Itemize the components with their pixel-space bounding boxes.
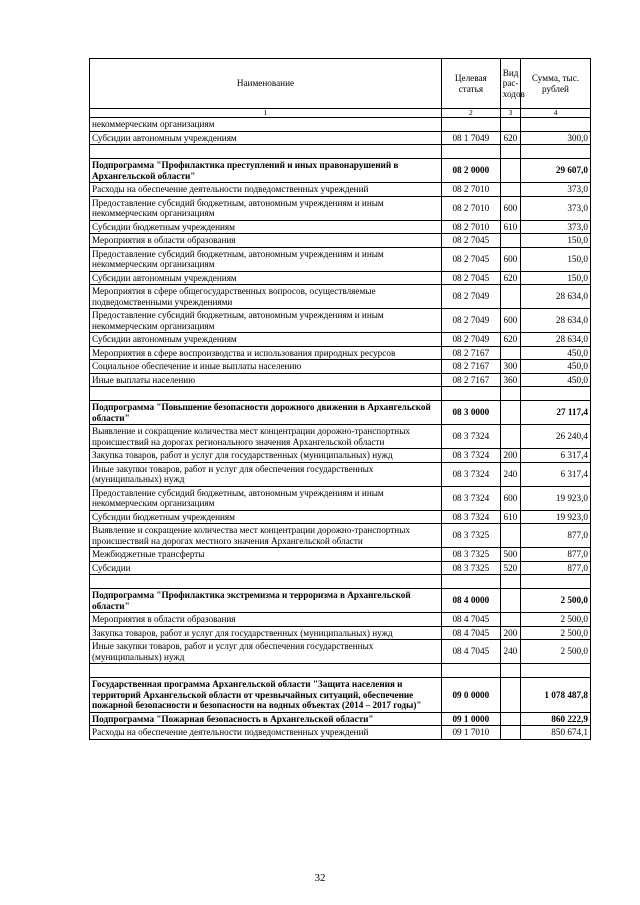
- colnum-4: 4: [521, 109, 591, 118]
- type-cell: 600: [500, 196, 520, 220]
- table-row: [90, 346, 591, 360]
- sum-cell: 150,0: [521, 234, 591, 248]
- code-cell: 08 3 7324: [441, 425, 500, 449]
- type-cell: [500, 401, 520, 425]
- name-cell: некоммерческим организациям: [90, 118, 442, 132]
- sum-cell: [521, 118, 591, 132]
- sum-cell: 28 634,0: [521, 285, 591, 309]
- name-cell: Закупка товаров, работ и услуг для государственных (муниципальных) нужд: [90, 449, 442, 463]
- table-row: [90, 247, 591, 271]
- code-cell: 08 2 0000: [441, 159, 500, 183]
- code-cell: 08 3 7324: [441, 462, 500, 486]
- spacer-cell: [441, 387, 500, 401]
- sum-cell: 850 674,1: [521, 726, 591, 740]
- sum-cell: 26 240,4: [521, 425, 591, 449]
- code-cell: 08 2 7167: [441, 373, 500, 387]
- table-row: [90, 561, 591, 575]
- spacer-cell: [521, 387, 591, 401]
- name-cell: Субсидии: [90, 561, 442, 575]
- type-cell: 600: [500, 309, 520, 333]
- sum-cell: 450,0: [521, 373, 591, 387]
- sum-cell: 150,0: [521, 271, 591, 285]
- spacer-cell: [500, 145, 520, 159]
- code-cell: 09 1 0000: [441, 712, 500, 726]
- program-row: [90, 401, 591, 425]
- table-row: [90, 726, 591, 740]
- table-row: [90, 486, 591, 510]
- code-cell: 08 2 7010: [441, 196, 500, 220]
- budget-table: [89, 58, 591, 740]
- sum-cell: 29 607,0: [521, 159, 591, 183]
- sum-cell: 28 634,0: [521, 333, 591, 347]
- type-cell: [500, 425, 520, 449]
- code-cell: 08 2 7049: [441, 333, 500, 347]
- code-cell: 08 2 7010: [441, 183, 500, 197]
- code-cell: 09 0 0000: [441, 678, 500, 713]
- table-row: [90, 373, 591, 387]
- page-number: 32: [314, 872, 326, 884]
- spacer-cell: [500, 575, 520, 589]
- table-row: [90, 626, 591, 640]
- type-cell: [500, 589, 520, 613]
- table-row: [90, 131, 591, 145]
- sum-cell: 450,0: [521, 360, 591, 374]
- type-cell: 520: [500, 561, 520, 575]
- table-row: [90, 425, 591, 449]
- type-cell: 500: [500, 548, 520, 562]
- colnum-1: 1: [90, 109, 442, 118]
- type-cell: [500, 712, 520, 726]
- table-row: [90, 234, 591, 248]
- name-cell: Межбюджетные трансферты: [90, 548, 442, 562]
- code-cell: 08 1 7049: [441, 131, 500, 145]
- header-name: Наименование: [90, 59, 442, 109]
- table-row: [90, 220, 591, 234]
- sum-cell: 150,0: [521, 247, 591, 271]
- code-cell: 08 3 7325: [441, 524, 500, 548]
- code-cell: 08 2 7167: [441, 346, 500, 360]
- spacer-cell: [90, 145, 442, 159]
- spacer-cell: [90, 664, 442, 678]
- sum-cell: 2 500,0: [521, 613, 591, 627]
- code-cell: 08 4 0000: [441, 589, 500, 613]
- sum-cell: 373,0: [521, 196, 591, 220]
- code-cell: 08 3 0000: [441, 401, 500, 425]
- name-cell: Предоставление субсидий бюджетным, автономным учреждениям и иным некоммерческим организациям: [90, 486, 442, 510]
- colnum-2: 2: [441, 109, 500, 118]
- program-row: [90, 589, 591, 613]
- table-row: [90, 449, 591, 463]
- name-cell: Мероприятия в сфере общегосударственных вопросов, осуществляемые подведомственными учреждениями: [90, 285, 442, 309]
- table-row: [90, 462, 591, 486]
- sum-cell: 19 923,0: [521, 510, 591, 524]
- name-cell: Закупка товаров, работ и услуг для государственных (муниципальных) нужд: [90, 626, 442, 640]
- code-cell: 08 3 7324: [441, 486, 500, 510]
- sum-cell: 373,0: [521, 220, 591, 234]
- name-cell: Субсидии бюджетным учреждениям: [90, 510, 442, 524]
- name-cell: Выявление и сокращение количества мест концентрации дорожно-транспортных происшествий на дорогах местного значения Архангельской области: [90, 524, 442, 548]
- table-row: [90, 196, 591, 220]
- code-cell: [441, 118, 500, 132]
- code-cell: 08 2 7049: [441, 309, 500, 333]
- sum-cell: 6 317,4: [521, 462, 591, 486]
- program-row: [90, 159, 591, 183]
- program-row: [90, 678, 591, 713]
- type-cell: [500, 613, 520, 627]
- name-cell: Предоставление субсидий бюджетным, автономным учреждениям и иным некоммерческим организациям: [90, 309, 442, 333]
- code-cell: 09 1 7010: [441, 726, 500, 740]
- code-cell: 08 2 7045: [441, 234, 500, 248]
- name-cell: Предоставление субсидий бюджетным, автономным учреждениям и иным некоммерческим организациям: [90, 247, 442, 271]
- name-cell: Подпрограмма "Профилактика преступлений и иных правонарушений в Архангельской области": [90, 159, 442, 183]
- table-row: [90, 360, 591, 374]
- name-cell: Мероприятия в сфере воспроизводства и использования природных ресурсов: [90, 346, 442, 360]
- header-code: Целевая статья: [441, 59, 500, 109]
- sum-cell: 2 500,0: [521, 640, 591, 664]
- program-row: [90, 712, 591, 726]
- code-cell: 08 3 7324: [441, 449, 500, 463]
- type-cell: 600: [500, 247, 520, 271]
- table-body: [90, 118, 591, 740]
- name-cell: Субсидии автономным учреждениям: [90, 271, 442, 285]
- type-cell: 240: [500, 462, 520, 486]
- type-cell: 200: [500, 449, 520, 463]
- type-cell: 240: [500, 640, 520, 664]
- spacer-row: [90, 145, 591, 159]
- spacer-cell: [441, 664, 500, 678]
- code-cell: 08 4 7045: [441, 613, 500, 627]
- sum-cell: 877,0: [521, 524, 591, 548]
- name-cell: Мероприятия в области образования: [90, 234, 442, 248]
- table-row: [90, 548, 591, 562]
- type-cell: 610: [500, 220, 520, 234]
- table-row: [90, 510, 591, 524]
- type-cell: 620: [500, 271, 520, 285]
- colnum-3: 3: [500, 109, 520, 118]
- type-cell: [500, 183, 520, 197]
- sum-cell: 6 317,4: [521, 449, 591, 463]
- name-cell: Предоставление субсидий бюджетным, автономным учреждениям и иным некоммерческим организациям: [90, 196, 442, 220]
- type-cell: [500, 678, 520, 713]
- type-cell: [500, 524, 520, 548]
- type-cell: 610: [500, 510, 520, 524]
- type-cell: 360: [500, 373, 520, 387]
- sum-cell: 27 117,4: [521, 401, 591, 425]
- code-cell: 08 2 7049: [441, 285, 500, 309]
- type-cell: [500, 234, 520, 248]
- name-cell: Расходы на обеспечение деятельности подведомственных учреждений: [90, 726, 442, 740]
- sum-cell: 2 500,0: [521, 589, 591, 613]
- type-cell: 200: [500, 626, 520, 640]
- spacer-cell: [90, 387, 442, 401]
- type-cell: [500, 346, 520, 360]
- table-row: [90, 333, 591, 347]
- spacer-cell: [90, 575, 442, 589]
- sum-cell: 877,0: [521, 561, 591, 575]
- spacer-cell: [521, 664, 591, 678]
- code-cell: 08 2 7045: [441, 247, 500, 271]
- code-cell: 08 4 7045: [441, 626, 500, 640]
- code-cell: 08 4 7045: [441, 640, 500, 664]
- type-cell: [500, 118, 520, 132]
- sum-cell: 19 923,0: [521, 486, 591, 510]
- table-row: [90, 271, 591, 285]
- spacer-row: [90, 387, 591, 401]
- table-row: [90, 118, 591, 132]
- table-row: [90, 524, 591, 548]
- name-cell: Социальное обеспечение и иные выплаты населению: [90, 360, 442, 374]
- spacer-cell: [500, 387, 520, 401]
- sum-cell: 450,0: [521, 346, 591, 360]
- type-cell: 300: [500, 360, 520, 374]
- name-cell: Выявление и сокращение количества мест концентрации дорожно-транспортных происшествий на дорогах регионального значения Архангельской области: [90, 425, 442, 449]
- table-row: [90, 309, 591, 333]
- table-row: [90, 613, 591, 627]
- name-cell: Государственная программа Архангельской области "Защита населения и территорий Архангельской области от чрезвычайных ситуаций, обеспечение пожарной безопасности и безопасности на водных объектах (2014 – 2017 годы)": [90, 678, 442, 713]
- code-cell: 08 2 7167: [441, 360, 500, 374]
- sum-cell: 300,0: [521, 131, 591, 145]
- name-cell: Мероприятия в области образования: [90, 613, 442, 627]
- code-cell: 08 3 7325: [441, 561, 500, 575]
- spacer-row: [90, 664, 591, 678]
- name-cell: Расходы на обеспечение деятельности подведомственных учреждений: [90, 183, 442, 197]
- name-cell: Подпрограмма "Повышение безопасности дорожного движения в Архангельской области": [90, 401, 442, 425]
- code-cell: 08 3 7325: [441, 548, 500, 562]
- spacer-cell: [441, 145, 500, 159]
- sum-cell: 2 500,0: [521, 626, 591, 640]
- table-row: [90, 285, 591, 309]
- code-cell: 08 2 7045: [441, 271, 500, 285]
- sum-cell: 28 634,0: [521, 309, 591, 333]
- table-row: [90, 183, 591, 197]
- type-cell: 620: [500, 131, 520, 145]
- spacer-row: [90, 575, 591, 589]
- name-cell: Подпрограмма "Профилактика экстремизма и терроризма в Архангельской области": [90, 589, 442, 613]
- type-cell: 620: [500, 333, 520, 347]
- spacer-cell: [441, 575, 500, 589]
- type-cell: 600: [500, 486, 520, 510]
- sum-cell: 373,0: [521, 183, 591, 197]
- code-cell: 08 3 7324: [441, 510, 500, 524]
- header-sum: Сумма, тыс. рублей: [521, 59, 591, 109]
- name-cell: Субсидии автономным учреждениям: [90, 131, 442, 145]
- name-cell: Иные выплаты населению: [90, 373, 442, 387]
- spacer-cell: [521, 145, 591, 159]
- spacer-cell: [521, 575, 591, 589]
- code-cell: 08 2 7010: [441, 220, 500, 234]
- name-cell: Иные закупки товаров, работ и услуг для обеспечения государственных (муниципальных) нужд: [90, 640, 442, 664]
- name-cell: Субсидии автономным учреждениям: [90, 333, 442, 347]
- type-cell: [500, 159, 520, 183]
- table-row: [90, 640, 591, 664]
- name-cell: Субсидии бюджетным учреждениям: [90, 220, 442, 234]
- name-cell: Иные закупки товаров, работ и услуг для обеспечения государственных (муниципальных) нужд: [90, 462, 442, 486]
- sum-cell: 860 222,9: [521, 712, 591, 726]
- header-type: Вид рас-ходов: [500, 59, 520, 109]
- sum-cell: 877,0: [521, 548, 591, 562]
- sum-cell: 1 078 487,8: [521, 678, 591, 713]
- spacer-cell: [500, 664, 520, 678]
- type-cell: [500, 285, 520, 309]
- type-cell: [500, 726, 520, 740]
- name-cell: Подпрограмма "Пожарная безопасность в Архангельской области": [90, 712, 442, 726]
